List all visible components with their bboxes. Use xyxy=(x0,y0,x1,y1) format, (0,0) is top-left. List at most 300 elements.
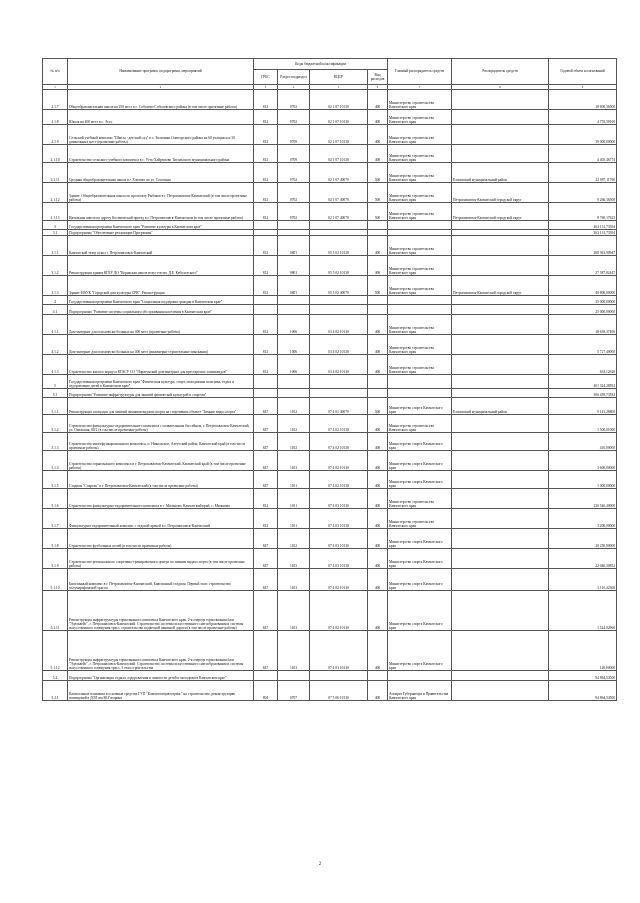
row-razdel-cell: 1103 xyxy=(278,631,310,671)
row-vid-cell: 400 xyxy=(368,631,388,671)
row-grbs-cell: 812 xyxy=(254,509,278,529)
row-razdel-cell: 1103 xyxy=(278,591,310,631)
row-recipient-cell xyxy=(452,569,549,591)
row-name-cell: Сельский учебный комплекс "Школа - детский сад" в с. Тиличики Олюторского района на 60 учащихся и 30 дошкольных мест (проектные работы) xyxy=(68,125,254,145)
row-num-cell: 2.1.13 xyxy=(43,203,68,221)
row-vid-cell: 400 xyxy=(368,125,388,145)
row-amount-cell: 288 943,90947 xyxy=(549,236,617,256)
row-recipient-cell xyxy=(452,509,549,529)
row-kcsr-cell: 02 1 07 10130 xyxy=(310,110,368,125)
row-num-cell: 5.1.2 xyxy=(43,415,68,433)
row-amount-cell: 401 324,28592 xyxy=(549,375,617,389)
row-kcsr-cell: 07 4 02 10130 xyxy=(310,451,368,471)
row-vid-cell: 500 xyxy=(368,276,388,296)
row-razdel-cell: 1006 xyxy=(278,315,310,335)
row-admin-cell xyxy=(388,375,452,389)
row-grbs-cell: 812 xyxy=(254,236,278,256)
row-num-cell: 5.1.9 xyxy=(43,549,68,569)
row-grbs-cell: 847 xyxy=(254,529,278,549)
row-amount-cell: 35 000,00000 xyxy=(549,296,617,305)
row-kcsr-cell: 07 4 01 40070 xyxy=(310,398,368,415)
row-grbs-cell xyxy=(254,296,278,305)
row-vid-cell: 400 xyxy=(368,681,388,701)
row-razdel-cell: 0702 xyxy=(278,183,310,203)
row-vid-cell xyxy=(368,671,388,681)
row-num-cell: 3 xyxy=(43,221,68,230)
row-vid-cell: 400 xyxy=(368,451,388,471)
row-name-cell: Подпрограмма "Развитие инфраструктуры для занятий физической культурой и спортом" xyxy=(68,389,254,398)
row-recipient-cell xyxy=(452,681,549,701)
row-recipient-cell xyxy=(452,489,549,509)
row-grbs-cell: 812 xyxy=(254,183,278,203)
row-vid-cell: 400 xyxy=(368,415,388,433)
row-amount-cell: 3 200,00000 xyxy=(549,509,617,529)
row-name-cell: Школа на 400 мест в с. Эссо xyxy=(68,110,254,125)
row-name-cell: Биатлонный комплекс в г. Петропавловск-Камчатский. Биатлонный стадион. Первый этап: строительство полумарафонской трассы xyxy=(68,569,254,591)
row-num-cell: 5.1.1 xyxy=(43,398,68,415)
row-vid-cell: 400 xyxy=(368,256,388,276)
row-admin-cell: Министерство строительства Камчатского края xyxy=(388,355,452,375)
row-num-cell: 5.1.3 xyxy=(43,433,68,451)
col-number: 7 xyxy=(388,85,452,90)
row-recipient-cell: Елизовский муниципальный район xyxy=(452,163,549,183)
row-kcsr-cell: 03 4 02 10130 xyxy=(310,335,368,355)
row-grbs-cell: 847 xyxy=(254,549,278,569)
row-vid-cell: 400 xyxy=(368,529,388,549)
row-grbs-cell: 847 xyxy=(254,398,278,415)
header-admin: Главный распорядитель средств xyxy=(388,59,452,85)
row-vid-cell xyxy=(368,221,388,230)
row-name-cell: Реконструкция площадок для занятий зимними видами спорта на спортивном объекте "Зимние виды спорта" xyxy=(68,398,254,415)
table-row xyxy=(43,681,617,701)
row-recipient-cell xyxy=(452,631,549,671)
row-grbs-cell: 812 xyxy=(254,335,278,355)
row-razdel-cell: 1006 xyxy=(278,355,310,375)
row-amount-cell: 230 546,40000 xyxy=(549,489,617,509)
row-name-cell: Дом-интернат для психически больных на 400 мест (инженерно-строительные изыскания) xyxy=(68,335,254,355)
row-grbs-cell xyxy=(254,221,278,230)
table-row xyxy=(43,569,617,591)
row-num-cell: 2.1.8 xyxy=(43,110,68,125)
row-recipient-cell: Петропавловск-Камчатский городской округ xyxy=(452,203,549,221)
row-kcsr-cell: 07 4 03 10130 xyxy=(310,631,368,671)
table-row xyxy=(43,335,617,355)
row-name-cell: Реконструкция инфраструктуры горнолыжного комплекса Камчатского края. 2-я очередь горнолыжная база "Эдельвейс", г. Петропавловск-Камчатский. Строительство системы искусственного снегообразования и системы искусственного освещения трасс, 3 этап строительства xyxy=(68,631,254,671)
table-row xyxy=(43,256,617,276)
row-admin-cell: Министерство спорта Камчатского края xyxy=(388,591,452,631)
row-razdel-cell: 1101 xyxy=(278,489,310,509)
row-amount-cell: 18 639,37400 xyxy=(549,315,617,335)
table-row xyxy=(43,355,617,375)
row-vid-cell: 400 xyxy=(368,569,388,591)
row-grbs-cell: 847 xyxy=(254,471,278,489)
row-grbs-cell: 812 xyxy=(254,125,278,145)
col-number: 8 xyxy=(452,85,549,90)
row-kcsr-cell: 07 4 02 10130 xyxy=(310,591,368,631)
row-razdel-cell xyxy=(278,221,310,230)
row-admin-cell: Аппарат Губернатора и Правительства Камчатского края xyxy=(388,681,452,701)
table-row xyxy=(43,591,617,631)
row-amount-cell: 9 266,36500 xyxy=(549,183,617,203)
row-kcsr-cell: 02 1 07 10130 xyxy=(310,125,368,145)
row-num-cell: 5.1 xyxy=(43,389,68,398)
row-admin-cell xyxy=(388,305,452,315)
table-row xyxy=(43,183,617,203)
row-kcsr-cell: 02 1 07 10130 xyxy=(310,90,368,110)
row-kcsr-cell xyxy=(310,305,368,315)
row-admin-cell: Министерство строительства Камчатского края xyxy=(388,276,452,296)
row-admin-cell: Министерство спорта Камчатского края xyxy=(388,549,452,569)
row-vid-cell: 400 xyxy=(368,509,388,529)
row-amount-cell: 263 131,73394 xyxy=(549,230,617,236)
row-kcsr-cell: 05 5 02 10130 xyxy=(310,256,368,276)
row-kcsr-cell: 07 4 02 10130 xyxy=(310,569,368,591)
row-vid-cell: 400 xyxy=(368,433,388,451)
row-admin-cell: Министерство спорта Камчатского края xyxy=(388,471,452,489)
row-amount-cell: 306 459,73592 xyxy=(549,389,617,398)
row-name-cell: Капитальные вложения в основные средства ГУП "Камчатспецавтотранс" на строительство, реконструкцию помещений в ДОЛ им.Ю.Гагарина xyxy=(68,681,254,701)
row-name-cell: Строительство сельского учебного комплекса в с. Усть-Хайрюзово Тигильского муниципального района xyxy=(68,145,254,163)
row-razdel-cell: 1101 xyxy=(278,471,310,489)
row-name-cell: Строительство многофункционального комплекса, п. Никольское, Алеутский район, Камчатский край (в том числе проектные работы) xyxy=(68,433,254,451)
row-grbs-cell xyxy=(254,305,278,315)
row-num-cell: 5.1.10 xyxy=(43,569,68,591)
row-admin-cell: Министерство спорта Камчатского края xyxy=(388,631,452,671)
budget-table xyxy=(42,58,617,701)
row-grbs-cell: 812 xyxy=(254,315,278,335)
row-admin-cell xyxy=(388,221,452,230)
row-kcsr-cell: 07 4 02 10130 xyxy=(310,471,368,489)
row-amount-cell: 263 131,73394 xyxy=(549,221,617,230)
col-number: 3 xyxy=(254,85,278,90)
table-row xyxy=(43,221,617,230)
row-admin-cell: Министерство спорта Камчатского края xyxy=(388,398,452,415)
col-number: 1 xyxy=(43,85,68,90)
row-num-cell: 2.1.7 xyxy=(43,90,68,110)
row-amount-cell: 1 500,01000 xyxy=(549,415,617,433)
row-amount-cell: 5 727,40000 xyxy=(549,335,617,355)
row-amount-cell: 1 000,00000 xyxy=(549,471,617,489)
row-kcsr-cell xyxy=(310,671,368,681)
row-name-cell: Строительство футбольных полей (в том числе проектные работы) xyxy=(68,529,254,549)
row-recipient-cell xyxy=(452,110,549,125)
row-vid-cell: 500 xyxy=(368,203,388,221)
col-number: 9 xyxy=(549,85,617,90)
row-num-cell: 3.1.2 xyxy=(43,256,68,276)
row-kcsr-cell: 07 4 03 10130 xyxy=(310,509,368,529)
row-kcsr-cell: 03 4 02 10130 xyxy=(310,355,368,375)
col-number: 2 xyxy=(68,85,254,90)
row-num-cell: 5.1.7 xyxy=(43,509,68,529)
header-amount: Годовой объем ассигнований xyxy=(549,59,617,85)
row-name-cell: Реконструкция здания КГБУ ДО "Корякская школа искусств им. Д.Б. Кеболелского" xyxy=(68,256,254,276)
row-admin-cell: Министерство строительства Камчатского края xyxy=(388,110,452,125)
row-razdel-cell: 1102 xyxy=(278,529,310,549)
row-razdel-cell: 0709 xyxy=(278,145,310,163)
col-number: 6 xyxy=(368,85,388,90)
row-admin-cell: Министерство строительства Камчатского края xyxy=(388,145,452,163)
header-num: № п/п xyxy=(43,59,68,85)
row-razdel-cell: 1006 xyxy=(278,335,310,355)
row-amount-cell: 25 000,00000 xyxy=(549,305,617,315)
row-num-cell: 5.1.8 xyxy=(43,529,68,549)
row-razdel-cell xyxy=(278,375,310,389)
table-row xyxy=(43,471,617,489)
row-num-cell: 2.1.10 xyxy=(43,145,68,163)
row-num-cell: 5.2.1 xyxy=(43,681,68,701)
row-recipient-cell xyxy=(452,375,549,389)
row-razdel-cell: 0702 xyxy=(278,203,310,221)
row-amount-cell: 410,00000 xyxy=(549,433,617,451)
row-name-cell: Строительство жилого корпуса КГАСУ СО "Паратунский дом-интернат для престарелых и инвалидов" xyxy=(68,355,254,375)
row-admin-cell xyxy=(388,389,452,398)
row-admin-cell: Министерство строительства Камчатского края xyxy=(388,415,452,433)
row-grbs-cell: 812 xyxy=(254,203,278,221)
row-vid-cell xyxy=(368,375,388,389)
row-vid-cell: 400 xyxy=(368,549,388,569)
row-num-cell: 5 xyxy=(43,375,68,389)
row-vid-cell: 400 xyxy=(368,335,388,355)
row-recipient-cell: Петропавловск-Камчатский городской округ xyxy=(452,276,549,296)
row-razdel-cell xyxy=(278,671,310,681)
row-amount-cell: 94 864,54500 xyxy=(549,671,617,681)
row-vid-cell: 400 xyxy=(368,489,388,509)
row-vid-cell xyxy=(368,296,388,305)
table-row xyxy=(43,296,617,305)
col-number: 4 xyxy=(278,85,310,90)
row-recipient-cell xyxy=(452,451,549,471)
row-num-cell: 5.2 xyxy=(43,671,68,681)
row-name-cell: Камчатский театр кукол г. Петропавловск-Камчатский xyxy=(68,236,254,256)
budget-table-sheet xyxy=(42,58,616,701)
table-row xyxy=(43,145,617,163)
row-kcsr-cell xyxy=(310,389,368,398)
row-vid-cell: 400 xyxy=(368,90,388,110)
row-recipient-cell xyxy=(452,236,549,256)
col-number: 5 xyxy=(310,85,368,90)
row-num-cell: 4.1.1 xyxy=(43,315,68,335)
row-razdel-cell: 0707 xyxy=(278,681,310,701)
row-kcsr-cell: 02 1 07 40070 xyxy=(310,183,368,203)
row-amount-cell: 20 250,00000 xyxy=(549,529,617,549)
row-name-cell: Здание МАУК "Городской дом культуры СРВ". Реконструкция xyxy=(68,276,254,296)
row-admin-cell: Министерство строительства Камчатского края xyxy=(388,163,452,183)
row-recipient-cell xyxy=(452,315,549,335)
row-name-cell: Государственная программа Камчатского края "Развитие культуры в Камчатском крае" xyxy=(68,221,254,230)
row-amount-cell: 27 387,82447 xyxy=(549,256,617,276)
row-name-cell: Дом-интернат для психически больных на 400 мест (проектные работы) xyxy=(68,315,254,335)
row-amount-cell: 120,00000 xyxy=(549,631,617,671)
row-admin-cell xyxy=(388,296,452,305)
page-number: 2 xyxy=(318,862,322,867)
row-admin-cell: Министерство строительства Камчатского края xyxy=(388,90,452,110)
row-amount-cell: 94 864,54500 xyxy=(549,681,617,701)
table-row xyxy=(43,276,617,296)
row-kcsr-cell: 05 5 02 40070 xyxy=(310,276,368,296)
row-admin-cell: Министерство строительства Камчатского края xyxy=(388,315,452,335)
row-kcsr-cell: 07 4 02 10130 xyxy=(310,433,368,451)
row-num-cell: 2.1.11 xyxy=(43,163,68,183)
header-codes-group: Коды бюджетной классификации xyxy=(254,59,388,70)
row-num-cell: 3.1.3 xyxy=(43,276,68,296)
row-name-cell: Государственная программа Камчатского края "Социальная поддержка граждан в Камчатском крае" xyxy=(68,296,254,305)
row-grbs-cell: 812 xyxy=(254,90,278,110)
row-name-cell: Подпрограмма "Организация отдыха, оздоровления и занятости детей и молодежи в Камчатском крае" xyxy=(68,671,254,681)
table-row xyxy=(43,163,617,183)
table-row xyxy=(43,110,617,125)
row-amount-cell: 633,12620 xyxy=(549,355,617,375)
row-kcsr-cell xyxy=(310,296,368,305)
row-vid-cell: 400 xyxy=(368,110,388,125)
row-num-cell: 5.1.12 xyxy=(43,631,68,671)
row-name-cell: Подпрограмма "Развитие системы социального обслуживания населения в Камчатском крае" xyxy=(68,305,254,315)
row-grbs-cell: 812 xyxy=(254,489,278,509)
row-grbs-cell: 812 xyxy=(254,145,278,163)
row-razdel-cell: 1102 xyxy=(278,415,310,433)
row-name-cell: Общеобразовательная школа на 250 мест в с. Соболево Соболевского района (в том числе проектные работы) xyxy=(68,90,254,110)
row-recipient-cell xyxy=(452,591,549,631)
row-recipient-cell xyxy=(452,145,549,163)
header-row-1 xyxy=(43,59,617,70)
row-num-cell: 2.1.9 xyxy=(43,125,68,145)
table-row xyxy=(43,509,617,529)
row-admin-cell: Министерство строительства Камчатского края xyxy=(388,203,452,221)
row-kcsr-cell: 07 4 03 10130 xyxy=(310,549,368,569)
row-name-cell: Подпрограмма "Обеспечение реализации Программы" xyxy=(68,230,254,236)
table-row xyxy=(43,398,617,415)
row-amount-cell: 46 800,00000 xyxy=(549,276,617,296)
row-admin-cell xyxy=(388,671,452,681)
row-kcsr-cell: 02 1 07 40070 xyxy=(310,163,368,183)
row-razdel-cell: 0801 xyxy=(278,256,310,276)
row-kcsr-cell: 02 1 07 40070 xyxy=(310,203,368,221)
row-grbs-cell: 812 xyxy=(254,110,278,125)
row-razdel-cell: 1103 xyxy=(278,569,310,591)
row-recipient-cell xyxy=(452,433,549,451)
row-grbs-cell: 847 xyxy=(254,591,278,631)
row-grbs-cell: 847 xyxy=(254,569,278,591)
row-recipient-cell xyxy=(452,90,549,110)
row-amount-cell: 8 760,17623 xyxy=(549,203,617,221)
row-admin-cell: Министерство спорта Камчатского края xyxy=(388,433,452,451)
row-grbs-cell: 847 xyxy=(254,415,278,433)
row-name-cell: Средняя общеобразовательная школа в г. Елизово по ул. Сопочная xyxy=(68,163,254,183)
row-admin-cell: Министерство спорта Камчатского края xyxy=(388,451,452,471)
row-vid-cell: 500 xyxy=(368,398,388,415)
row-vid-cell: 500 xyxy=(368,163,388,183)
row-grbs-cell: 812 xyxy=(254,256,278,276)
row-vid-cell xyxy=(368,305,388,315)
row-amount-cell: 1 524,02960 xyxy=(549,591,617,631)
row-recipient-cell xyxy=(452,256,549,276)
row-name-cell: Строительство физкультурно-оздоровительного комплекса с плавательным бассейном, г. Петропавловск-Камчатский, ул. Онежская, 80/2 (в том числе проектные работы) xyxy=(68,415,254,433)
table-row xyxy=(43,549,617,569)
row-num-cell: 3.1 xyxy=(43,230,68,236)
header-name: Наименование программ, подпрограмм, мероприятий xyxy=(68,59,254,85)
row-recipient-cell xyxy=(452,335,549,355)
row-vid-cell: 400 xyxy=(368,236,388,256)
row-admin-cell: Министерство строительства Камчатского края xyxy=(388,236,452,256)
row-recipient-cell xyxy=(452,529,549,549)
row-kcsr-cell: 07 4 03 10130 xyxy=(310,489,368,509)
row-grbs-cell: 812 xyxy=(254,276,278,296)
row-num-cell: 4.1.2 xyxy=(43,335,68,355)
row-razdel-cell: 0702 xyxy=(278,90,310,110)
row-amount-cell: 9 141,26800 xyxy=(549,398,617,415)
row-recipient-cell xyxy=(452,671,549,681)
row-admin-cell: Министерство строительства Камчатского края xyxy=(388,256,452,276)
table-row xyxy=(43,433,617,451)
row-vid-cell: 400 xyxy=(368,355,388,375)
table-row xyxy=(43,389,617,398)
row-num-cell: 5.1.6 xyxy=(43,489,68,509)
table-row xyxy=(43,451,617,471)
table-row xyxy=(43,671,617,681)
row-vid-cell: 400 xyxy=(368,591,388,631)
row-grbs-cell: 847 xyxy=(254,451,278,471)
row-num-cell: 2.1.12 xyxy=(43,183,68,203)
row-grbs-cell xyxy=(254,389,278,398)
table-row xyxy=(43,631,617,671)
row-name-cell: Физкультурно-оздоровительный комплекс с ледовой ареной в г. Петропавловск-Камчатский xyxy=(68,509,254,529)
table-row xyxy=(43,236,617,256)
row-vid-cell: 400 xyxy=(368,471,388,489)
row-name-cell: Строительство регионального спортивно-тренировочного центра по зимним видам спорта (в том числе проектные работы) xyxy=(68,549,254,569)
row-recipient-cell xyxy=(452,355,549,375)
row-admin-cell: Министерство спорта Камчатского края xyxy=(388,529,452,549)
table-row xyxy=(43,529,617,549)
row-num-cell: 4 xyxy=(43,296,68,305)
row-amount-cell: 4 755,58100 xyxy=(549,110,617,125)
row-num-cell: 4.1 xyxy=(43,305,68,315)
row-recipient-cell xyxy=(452,221,549,230)
row-kcsr-cell: 07 4 02 10130 xyxy=(310,415,368,433)
row-admin-cell: Министерство строительства Камчатского края xyxy=(388,335,452,355)
row-num-cell: 4.1.3 xyxy=(43,355,68,375)
row-vid-cell: 400 xyxy=(368,145,388,163)
row-razdel-cell xyxy=(278,305,310,315)
row-name-cell: Строительство горнолыжного комплекса в г. Петропавловск-Камчатский, Камчатский край (в том числе проектные работы) xyxy=(68,451,254,471)
row-grbs-cell: 804 xyxy=(254,681,278,701)
row-name-cell: Государственная программа Камчатского края "Физическая культура, спорт, молодежная политика, отдых и оздоровление детей в Камчатском крае" xyxy=(68,375,254,389)
row-razdel-cell: 1102 xyxy=(278,398,310,415)
row-name-cell: Начальная школа по адресу Космический проезд в г. Петропавловск-Камчатском (в том числе проектные работы) xyxy=(68,203,254,221)
table-row xyxy=(43,489,617,509)
row-name-cell: Здание. Общеобразовательная школа по проспекту Рыбаков в г. Петропавловск-Камчатский (в том числе проектные работы) xyxy=(68,183,254,203)
row-razdel-cell: 1102 xyxy=(278,433,310,451)
row-recipient-cell xyxy=(452,471,549,489)
header-grbs: ГРБС xyxy=(254,70,278,85)
row-recipient-cell: Петропавловск-Камчатский городской округ xyxy=(452,183,549,203)
row-recipient-cell xyxy=(452,125,549,145)
header-vid: Вид расходов xyxy=(368,70,388,85)
row-razdel-cell: 1103 xyxy=(278,549,310,569)
row-amount-cell: 3 600,00000 xyxy=(549,451,617,471)
row-razdel-cell: 0709 xyxy=(278,125,310,145)
table-row xyxy=(43,315,617,335)
table-row xyxy=(43,375,617,389)
row-recipient-cell xyxy=(452,296,549,305)
header-razdel: Раздел подраздел xyxy=(278,70,310,85)
row-recipient-cell xyxy=(452,549,549,569)
row-admin-cell: Министерство строительства Камчатского края xyxy=(388,489,452,509)
row-kcsr-cell: 03 4 02 10130 xyxy=(310,315,368,335)
row-vid-cell xyxy=(368,389,388,398)
row-amount-cell: 22 046,30852 xyxy=(549,549,617,569)
row-kcsr-cell: 02 1 07 10130 xyxy=(310,145,368,163)
row-recipient-cell: Елизовский муниципальный район xyxy=(452,398,549,415)
row-kcsr-cell xyxy=(310,221,368,230)
